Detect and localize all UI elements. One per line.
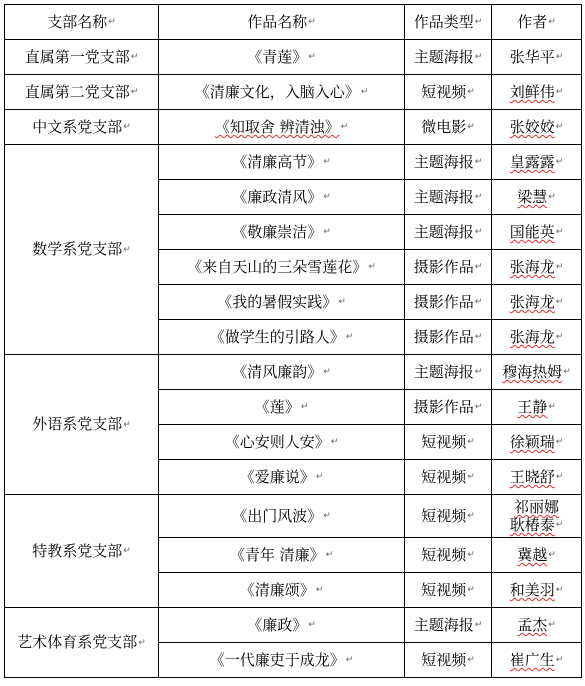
header-type-label: 作品类型 bbox=[413, 12, 474, 31]
title-cell bbox=[159, 573, 405, 608]
work-title: 《敬廉崇洁》 bbox=[232, 222, 323, 241]
author-name: 冀越 bbox=[517, 545, 548, 564]
title-cell bbox=[159, 425, 405, 460]
work-title: 《知取舍 辨清浊》 bbox=[214, 117, 340, 136]
type-cell bbox=[405, 573, 492, 608]
paragraph-mark-icon: ↵ bbox=[345, 332, 354, 343]
author-cell bbox=[492, 538, 582, 573]
title-cell bbox=[159, 538, 405, 573]
paragraph-mark-icon: ↵ bbox=[338, 297, 346, 308]
type-cell bbox=[405, 460, 492, 495]
work-type: 主题海报 bbox=[413, 152, 474, 171]
work-type: 短视频 bbox=[421, 82, 467, 101]
paragraph-mark-icon: ↵ bbox=[474, 227, 483, 238]
work-type: 摄影作品 bbox=[413, 292, 474, 311]
branch-name: 外语系党支部 bbox=[32, 415, 123, 434]
work-type: 主题海报 bbox=[413, 222, 474, 241]
work-title: 《清廉高节》 bbox=[232, 152, 323, 171]
paragraph-mark-icon: ↵ bbox=[325, 550, 334, 561]
title-cell bbox=[159, 180, 405, 215]
author-cell bbox=[492, 75, 582, 110]
work-type: 摄影作品 bbox=[413, 257, 474, 276]
author-name: 王晓舒 bbox=[509, 467, 555, 486]
work-title: 《清廉颂》 bbox=[239, 580, 315, 599]
branch-name: 艺术体育系党支部 bbox=[17, 633, 138, 652]
paragraph-mark-icon: ↵ bbox=[130, 52, 139, 63]
work-title: 《莲》 bbox=[254, 397, 300, 416]
author-name: 徐颖瑞 bbox=[509, 432, 555, 451]
work-type: 短视频 bbox=[421, 650, 467, 669]
title-cell bbox=[159, 40, 405, 75]
type-cell bbox=[405, 355, 492, 390]
work-type: 短视频 bbox=[421, 467, 467, 486]
paragraph-mark-icon: ↵ bbox=[555, 52, 564, 63]
title-cell bbox=[159, 495, 405, 538]
author-cell bbox=[492, 425, 582, 460]
author-name: 张海龙 bbox=[509, 292, 555, 311]
paragraph-mark-icon: ↵ bbox=[474, 620, 483, 631]
type-cell bbox=[405, 390, 492, 425]
paragraph-mark-icon: ↵ bbox=[323, 157, 331, 168]
paragraph-mark-icon: ↵ bbox=[555, 297, 564, 308]
author-name: 孟杰 bbox=[517, 615, 548, 634]
header-branch bbox=[5, 5, 159, 40]
header-title bbox=[159, 5, 405, 40]
paragraph-mark-icon: ↵ bbox=[474, 402, 483, 413]
work-type: 摄影作品 bbox=[413, 397, 474, 416]
author-name: 梁慧 bbox=[517, 187, 548, 206]
type-cell bbox=[405, 538, 492, 573]
branch-cell bbox=[5, 608, 159, 678]
paragraph-mark-icon: ↵ bbox=[555, 227, 564, 238]
paragraph-mark-icon: ↵ bbox=[330, 437, 339, 448]
paragraph-mark-icon: ↵ bbox=[474, 367, 483, 378]
author-cell bbox=[492, 285, 582, 320]
author-cell bbox=[492, 643, 582, 678]
work-type: 短视频 bbox=[421, 432, 467, 451]
work-title: 《做学生的引路人》 bbox=[209, 327, 345, 346]
paragraph-mark-icon: ↵ bbox=[555, 520, 564, 531]
author-name: 皇露露 bbox=[509, 152, 555, 171]
paragraph-mark-icon: ↵ bbox=[548, 192, 556, 203]
branch-cell bbox=[5, 110, 159, 145]
type-cell bbox=[405, 495, 492, 538]
work-title: 《爱廉说》 bbox=[239, 467, 315, 486]
author-cell bbox=[492, 355, 582, 390]
branch-name: 中文系党支部 bbox=[32, 117, 123, 136]
paragraph-mark-icon: ↵ bbox=[360, 87, 369, 98]
paragraph-mark-icon: ↵ bbox=[555, 332, 564, 343]
work-type: 主题海报 bbox=[413, 187, 474, 206]
paragraph-mark-icon: ↵ bbox=[563, 367, 571, 378]
work-type: 主题海报 bbox=[413, 47, 474, 66]
work-type: 摄影作品 bbox=[413, 327, 474, 346]
paragraph-mark-icon: ↵ bbox=[555, 157, 564, 168]
paragraph-mark-icon: ↵ bbox=[108, 17, 116, 28]
works-table bbox=[4, 4, 582, 678]
paragraph-mark-icon: ↵ bbox=[548, 550, 556, 561]
title-cell bbox=[159, 145, 405, 180]
author-name: 穆海热姆 bbox=[502, 362, 563, 381]
title-cell bbox=[159, 215, 405, 250]
paragraph-mark-icon: ↵ bbox=[555, 472, 564, 483]
author-name: 张海龙 bbox=[509, 257, 555, 276]
author-name: 刘鲜伟 bbox=[509, 82, 555, 101]
paragraph-mark-icon: ↵ bbox=[340, 122, 349, 133]
work-type: 短视频 bbox=[421, 580, 467, 599]
author-cell bbox=[492, 110, 582, 145]
work-title: 《出门风波》 bbox=[232, 506, 323, 525]
type-cell bbox=[405, 75, 492, 110]
title-cell bbox=[159, 75, 405, 110]
header-title-label: 作品名称 bbox=[247, 12, 308, 31]
type-cell bbox=[405, 180, 492, 215]
type-cell bbox=[405, 110, 492, 145]
author-name: 和美羽 bbox=[509, 580, 555, 599]
author-cell bbox=[492, 320, 582, 355]
author-cell bbox=[492, 215, 582, 250]
paragraph-mark-icon: ↵ bbox=[548, 17, 556, 28]
paragraph-mark-icon: ↵ bbox=[555, 585, 564, 596]
paragraph-mark-icon: ↵ bbox=[548, 402, 556, 413]
table-row bbox=[5, 110, 582, 145]
title-cell bbox=[159, 250, 405, 285]
branch-name: 直属第一党支部 bbox=[24, 47, 130, 66]
author-name: 祁丽娜 bbox=[513, 497, 559, 516]
work-title: 《清风廉韵》 bbox=[232, 362, 323, 381]
author-name: 张姣姣 bbox=[509, 117, 555, 136]
table-row bbox=[5, 495, 582, 538]
paragraph-mark-icon: ↵ bbox=[474, 332, 483, 343]
title-cell bbox=[159, 110, 405, 145]
title-cell bbox=[159, 643, 405, 678]
title-cell bbox=[159, 608, 405, 643]
work-title: 《来自天山的三朵雪莲花》 bbox=[187, 257, 368, 276]
paragraph-mark-icon: ↵ bbox=[323, 511, 331, 522]
type-cell bbox=[405, 643, 492, 678]
table-row bbox=[5, 355, 582, 390]
work-type: 微电影 bbox=[421, 117, 467, 136]
author-name: 崔广生 bbox=[509, 650, 555, 669]
paragraph-mark-icon: ↵ bbox=[474, 297, 483, 308]
branch-cell bbox=[5, 145, 159, 355]
work-title: 《廉政》 bbox=[247, 615, 308, 634]
author-cell bbox=[492, 40, 582, 75]
paragraph-mark-icon: ↵ bbox=[323, 367, 331, 378]
title-cell bbox=[159, 320, 405, 355]
author-name: 张海龙 bbox=[509, 327, 555, 346]
author-cell bbox=[492, 390, 582, 425]
paragraph-mark-icon: ↵ bbox=[300, 402, 309, 413]
author-cell bbox=[492, 145, 582, 180]
paragraph-mark-icon: ↵ bbox=[123, 546, 131, 557]
header-branch-label: 支部名称 bbox=[47, 12, 108, 31]
paragraph-mark-icon: ↵ bbox=[123, 419, 131, 430]
paragraph-mark-icon: ↵ bbox=[467, 472, 475, 483]
work-title: 《心安则人安》 bbox=[224, 432, 330, 451]
type-cell bbox=[405, 608, 492, 643]
paragraph-mark-icon: ↵ bbox=[138, 637, 146, 648]
title-cell bbox=[159, 285, 405, 320]
paragraph-mark-icon: ↵ bbox=[467, 437, 475, 448]
paragraph-mark-icon: ↵ bbox=[467, 550, 475, 561]
paragraph-mark-icon: ↵ bbox=[308, 620, 316, 631]
work-type: 主题海报 bbox=[413, 362, 474, 381]
paragraph-mark-icon: ↵ bbox=[555, 262, 564, 273]
table-body bbox=[5, 40, 582, 678]
paragraph-mark-icon: ↵ bbox=[474, 157, 483, 168]
header-author bbox=[492, 5, 582, 40]
paragraph-mark-icon: ↵ bbox=[555, 655, 564, 666]
paragraph-mark-icon: ↵ bbox=[474, 52, 483, 63]
branch-name: 直属第二党支部 bbox=[24, 82, 130, 101]
work-type: 短视频 bbox=[421, 545, 467, 564]
work-type: 短视频 bbox=[421, 506, 467, 525]
paragraph-mark-icon: ↵ bbox=[315, 472, 324, 483]
paragraph-mark-icon: ↵ bbox=[467, 122, 475, 133]
paragraph-mark-icon: ↵ bbox=[467, 585, 475, 596]
type-cell bbox=[405, 320, 492, 355]
paragraph-mark-icon: ↵ bbox=[467, 511, 475, 522]
header-type bbox=[405, 5, 492, 40]
paragraph-mark-icon: ↵ bbox=[123, 122, 131, 133]
paragraph-mark-icon: ↵ bbox=[548, 620, 556, 631]
paragraph-mark-icon: ↵ bbox=[555, 87, 564, 98]
author-cell bbox=[492, 573, 582, 608]
branch-cell bbox=[5, 40, 159, 75]
author-cell bbox=[492, 250, 582, 285]
author-cell bbox=[492, 460, 582, 495]
paragraph-mark-icon: ↵ bbox=[315, 585, 324, 596]
header-author-label: 作者 bbox=[517, 12, 548, 31]
author-name: 国能英 bbox=[509, 222, 555, 241]
paragraph-mark-icon: ↵ bbox=[555, 122, 564, 133]
branch-name: 数学系党支部 bbox=[32, 240, 123, 259]
work-title: 《我的暑假实践》 bbox=[217, 292, 338, 311]
paragraph-mark-icon: ↵ bbox=[308, 17, 316, 28]
paragraph-mark-icon: ↵ bbox=[123, 244, 131, 255]
work-title: 《一代廉吏于成龙》 bbox=[209, 650, 345, 669]
header-row bbox=[5, 5, 582, 40]
work-title: 《清廉文化，入脑入心》 bbox=[194, 82, 360, 101]
author-cell bbox=[492, 608, 582, 643]
paragraph-mark-icon: ↵ bbox=[323, 192, 331, 203]
work-title: 《青年 清廉》 bbox=[229, 545, 325, 564]
paragraph-mark-icon: ↵ bbox=[323, 227, 331, 238]
author-name-second: 耿椿泰 bbox=[509, 515, 555, 534]
title-cell bbox=[159, 460, 405, 495]
paragraph-mark-icon: ↵ bbox=[308, 52, 316, 63]
table-row bbox=[5, 40, 582, 75]
author-name: 王静 bbox=[517, 397, 548, 416]
paragraph-mark-icon: ↵ bbox=[555, 437, 564, 448]
type-cell bbox=[405, 250, 492, 285]
author-name: 张华平 bbox=[509, 47, 555, 66]
author-cell bbox=[492, 495, 582, 538]
paragraph-mark-icon: ↵ bbox=[474, 17, 483, 28]
paragraph-mark-icon: ↵ bbox=[474, 262, 483, 273]
type-cell bbox=[405, 40, 492, 75]
table-row bbox=[5, 145, 582, 180]
paragraph-mark-icon: ↵ bbox=[368, 262, 376, 273]
branch-cell bbox=[5, 495, 159, 608]
branch-cell bbox=[5, 355, 159, 495]
paragraph-mark-icon: ↵ bbox=[130, 87, 139, 98]
table-row bbox=[5, 608, 582, 643]
paragraph-mark-icon: ↵ bbox=[467, 655, 475, 666]
type-cell bbox=[405, 145, 492, 180]
branch-cell bbox=[5, 75, 159, 110]
paragraph-mark-icon: ↵ bbox=[474, 192, 483, 203]
work-type: 主题海报 bbox=[413, 615, 474, 634]
paragraph-mark-icon: ↵ bbox=[467, 87, 475, 98]
table-row bbox=[5, 75, 582, 110]
author-cell bbox=[492, 180, 582, 215]
paragraph-mark-icon: ↵ bbox=[345, 655, 354, 666]
branch-name: 特教系党支部 bbox=[32, 541, 123, 560]
type-cell bbox=[405, 285, 492, 320]
title-cell bbox=[159, 355, 405, 390]
title-cell bbox=[159, 390, 405, 425]
type-cell bbox=[405, 215, 492, 250]
type-cell bbox=[405, 425, 492, 460]
work-title: 《廉政清风》 bbox=[232, 187, 323, 206]
work-title: 《青莲》 bbox=[247, 47, 308, 66]
